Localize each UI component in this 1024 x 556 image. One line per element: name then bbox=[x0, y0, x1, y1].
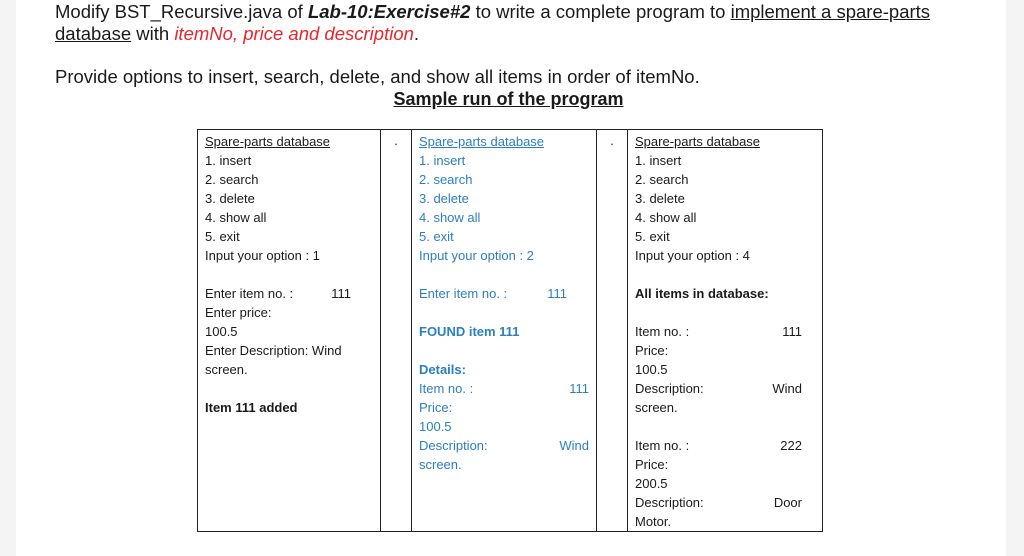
lab-exercise-reference: Lab-10:Exercise#2 bbox=[307, 1, 471, 22]
menu-item: 3. delete bbox=[635, 191, 685, 206]
item-no-value: 111 bbox=[782, 324, 802, 339]
menu-item: 4. show all bbox=[419, 210, 481, 225]
price-label: Price: bbox=[635, 343, 669, 358]
description-continued: screen. bbox=[419, 457, 462, 472]
price-value: 100.5 bbox=[419, 419, 452, 434]
description-continued: screen. bbox=[205, 362, 248, 377]
menu-title: Spare-parts database bbox=[635, 134, 761, 149]
menu-item: 3. delete bbox=[419, 191, 469, 206]
menu-item: 1. insert bbox=[635, 153, 682, 168]
description-line bbox=[635, 379, 802, 398]
run-column-show-all bbox=[628, 130, 823, 532]
price-value: 100.5 bbox=[205, 324, 238, 339]
item-no-value: 222 bbox=[780, 438, 802, 453]
column-separator: . bbox=[381, 130, 412, 532]
option-prompt: Input your option : 1 bbox=[205, 248, 320, 263]
menu-item: 3. delete bbox=[205, 191, 255, 206]
item-no-line bbox=[635, 436, 802, 455]
menu-item: 1. insert bbox=[419, 153, 466, 168]
sample-run-title: Sample run of the program bbox=[393, 89, 624, 109]
underlined-phrase-1: implement a spare-parts bbox=[730, 1, 931, 22]
item-no-line bbox=[635, 322, 802, 341]
underlined-phrase-2: database bbox=[55, 23, 132, 44]
menu-item: 4. show all bbox=[635, 210, 697, 225]
enter-item-line bbox=[419, 284, 589, 303]
description-continued: screen. bbox=[635, 400, 678, 415]
all-items-heading: All items in database: bbox=[635, 286, 769, 301]
description-continued: Motor. bbox=[635, 514, 672, 529]
options-instruction: Provide options to insert, search, delete, and show all items in order of itemNo. bbox=[55, 66, 700, 87]
description-label: Description: bbox=[635, 495, 704, 510]
menu-item: 1. insert bbox=[205, 153, 252, 168]
intro-text-4: . bbox=[413, 23, 420, 44]
menu-title: Spare-parts database bbox=[419, 134, 545, 149]
description-value: Door bbox=[773, 495, 802, 510]
description-value: Wind bbox=[772, 381, 802, 396]
item-no-label: Item no. : bbox=[635, 438, 690, 453]
item-no-value: 111 bbox=[569, 381, 589, 396]
menu-item: 2. search bbox=[205, 172, 259, 187]
menu-item: 2. search bbox=[419, 172, 473, 187]
item-added-message: Item 111 added bbox=[205, 400, 298, 415]
enter-item-label: Enter item no. : bbox=[205, 286, 294, 301]
item-no-label: Item no. : bbox=[419, 381, 474, 396]
intro-text-2: to write a complete program to bbox=[470, 1, 731, 22]
menu-item: 4. show all bbox=[205, 210, 267, 225]
menu-item: 2. search bbox=[635, 172, 689, 187]
required-fields: itemNo, price and description bbox=[174, 23, 414, 44]
description-label: Description: bbox=[635, 381, 704, 396]
enter-price-label: Enter price: bbox=[205, 305, 272, 320]
price-value: 100.5 bbox=[635, 362, 668, 377]
enter-item-value: 111 bbox=[547, 286, 567, 301]
menu-item: 5. exit bbox=[419, 229, 454, 244]
description-line bbox=[419, 436, 589, 455]
description-label: Description: bbox=[419, 438, 488, 453]
price-label: Price: bbox=[635, 457, 669, 472]
intro-text-1: Modify BST_Recursive.java of bbox=[55, 1, 308, 22]
run-column-insert bbox=[198, 130, 381, 532]
option-prompt: Input your option : 2 bbox=[419, 248, 534, 263]
enter-item-label: Enter item no. : bbox=[419, 286, 508, 301]
enter-item-line bbox=[205, 284, 373, 303]
menu-title: Spare-parts database bbox=[205, 134, 331, 149]
option-prompt: Input your option : 4 bbox=[635, 248, 750, 263]
price-value: 200.5 bbox=[635, 476, 668, 491]
sample-run-table bbox=[197, 129, 823, 532]
enter-item-value: 111 bbox=[331, 286, 351, 301]
enter-description: Enter Description: Wind bbox=[205, 343, 342, 358]
details-heading: Details: bbox=[419, 362, 466, 377]
description-value: Wind bbox=[559, 438, 589, 453]
item-no-line bbox=[419, 379, 589, 398]
menu-item: 5. exit bbox=[205, 229, 240, 244]
run-column-search bbox=[412, 130, 597, 532]
price-label: Price: bbox=[419, 400, 453, 415]
item-no-label: Item no. : bbox=[635, 324, 690, 339]
menu-item: 5. exit bbox=[635, 229, 670, 244]
found-message: FOUND item 111 bbox=[419, 324, 520, 339]
assignment-instructions bbox=[55, 1, 995, 45]
intro-text-3: with bbox=[131, 23, 175, 44]
description-line bbox=[635, 493, 802, 512]
column-separator: . bbox=[597, 130, 628, 532]
